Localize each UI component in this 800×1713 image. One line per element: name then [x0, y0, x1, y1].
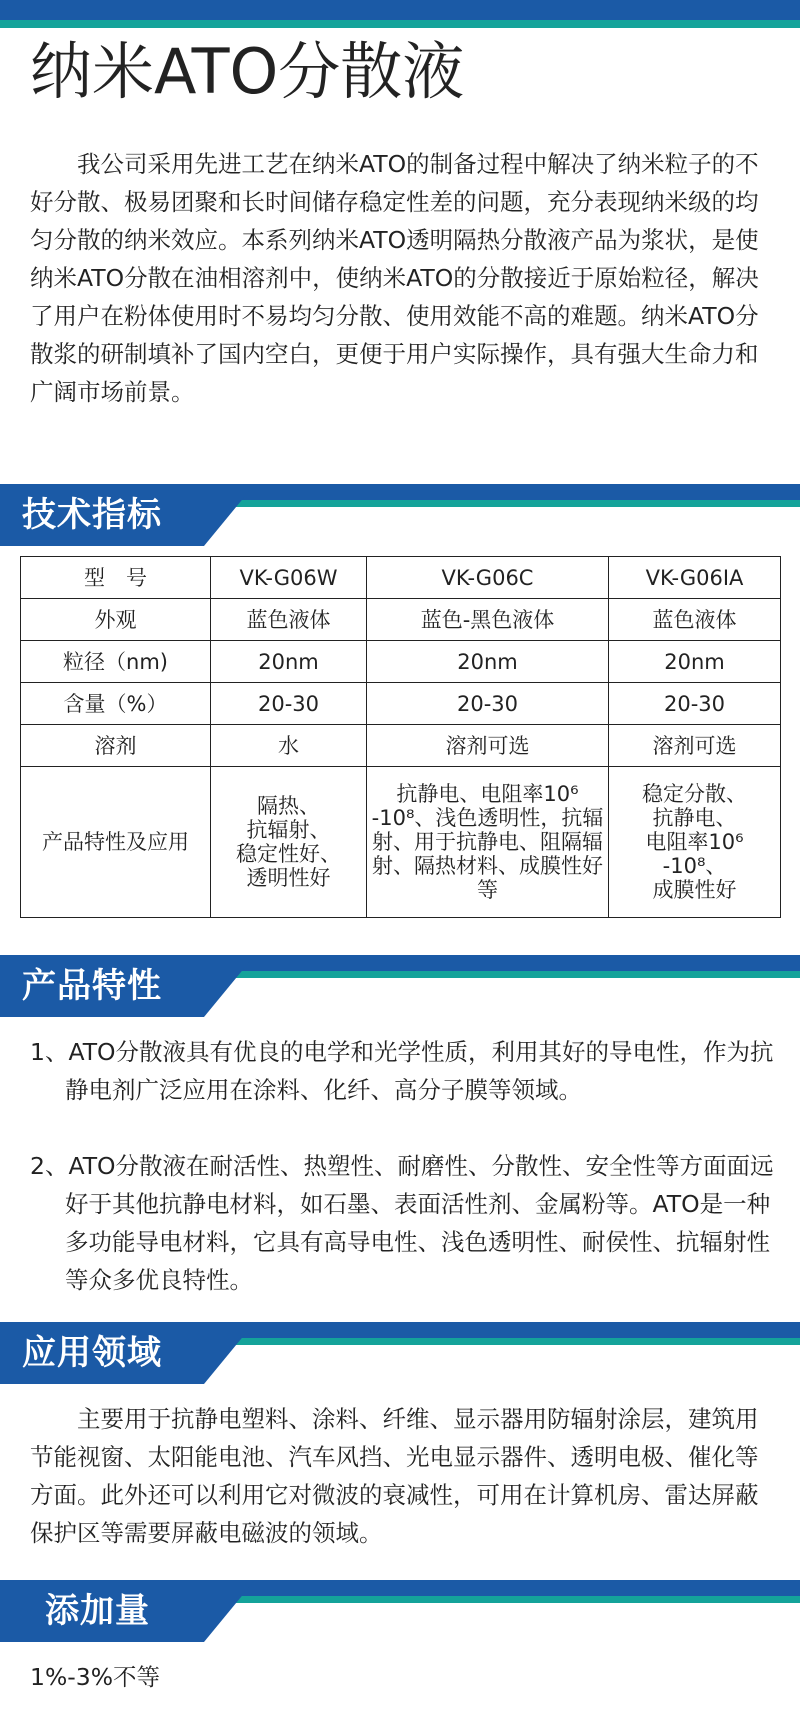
top-banner-teal-stripe [0, 20, 800, 28]
section-header-features [0, 955, 800, 1017]
spec-header-cell: VK-G06C [367, 557, 609, 599]
spec-row-content [21, 683, 781, 725]
spec-cell: 水 [211, 725, 367, 767]
spec-cell: 20-30 [609, 683, 781, 725]
feature-item: 1、ATO分散液具有优良的电学和光学性质，利用其好的导电性，作为抗静电剂广泛应用在涂料、化纤、高分子膜等领域。 [30, 1038, 774, 1104]
spec-cell-multiline: 稳定分散、 抗静电、 电阻率10⁶ -10⁸、 成膜性好 [609, 767, 781, 918]
spec-cell: 溶剂可选 [367, 725, 609, 767]
spec-cell: 溶剂可选 [609, 725, 781, 767]
spec-cell: 20-30 [367, 683, 609, 725]
top-banner-blue-stripe [0, 0, 800, 20]
features-list [30, 1033, 790, 1337]
section-title-application: 应用领域 [22, 1333, 162, 1373]
spec-cell: 产品特性及应用 [21, 767, 211, 918]
spec-table [20, 556, 781, 918]
spec-cell: 外观 [21, 599, 211, 641]
spec-row-properties [21, 767, 781, 918]
spec-cell: 20nm [609, 641, 781, 683]
page-title: 纳米ATO分散液 [30, 35, 465, 108]
spec-cell: 粒径（nm) [21, 641, 211, 683]
spec-table-header-row [21, 557, 781, 599]
feature-item: 2、ATO分散液在耐活性、热塑性、耐磨性、分散性、安全性等方面面远好于其他抗静电材料，如石墨、表面活性剂、金属粉等。ATO是一种多功能导电材料，它具有高导电性、浅色透明性、耐侯性、抗辐射性等众多优良特性。 [30, 1152, 774, 1294]
section-title-dosage: 添加量 [45, 1591, 150, 1631]
spec-row-appearance [21, 599, 781, 641]
spec-cell: 含量（%） [21, 683, 211, 725]
intro-paragraph: 我公司采用先进工艺在纳米ATO的制备过程中解决了纳米粒子的不好分散、极易团聚和长时间储存稳定性差的问题，充分表现纳米级的均匀分散的纳米效应。本系列纳米ATO透明隔热分散液产品为浆状，是使纳米ATO分散在油相溶剂中，使纳米ATO的分散接近于原始粒径，解决了用户在粉体使用时不易均匀分散、使用效能不高的难题。纳米ATO分散浆的研制填补了国内空白，更便于用户实际操作，具有强大生命力和广阔市场前景。 [30, 150, 759, 406]
section-header-dosage [0, 1580, 800, 1642]
section-title-spec: 技术指标 [22, 495, 162, 535]
top-banner [0, 0, 800, 28]
spec-row-solvent [21, 725, 781, 767]
spec-header-cell: 型 号 [21, 557, 211, 599]
section-header-application [0, 1322, 800, 1384]
spec-cell: 蓝色-黑色液体 [367, 599, 609, 641]
spec-cell: 20-30 [211, 683, 367, 725]
spec-cell: 20nm [211, 641, 367, 683]
spec-cell: 蓝色液体 [609, 599, 781, 641]
application-paragraph: 主要用于抗静电塑料、涂料、纤维、显示器用防辐射涂层，建筑用节能视窗、太阳能电池、汽车风挡、光电显示器件、透明电极、催化等方面。此外还可以利用它对微波的衰减性，可用在计算机房、雷达屏蔽保护区等需要屏蔽电磁波的领域。 [30, 1405, 759, 1547]
spec-header-cell: VK-G06W [211, 557, 367, 599]
dosage-text: 1%-3%不等 [30, 1663, 161, 1691]
section-title-features: 产品特性 [22, 966, 162, 1006]
spec-cell: 蓝色液体 [211, 599, 367, 641]
spec-cell: 20nm [367, 641, 609, 683]
spec-header-cell: VK-G06IA [609, 557, 781, 599]
section-header-spec [0, 484, 800, 546]
spec-row-particle-size [21, 641, 781, 683]
spec-cell-multiline: 隔热、 抗辐射、 稳定性好、 透明性好 [211, 767, 367, 918]
spec-cell: 溶剂 [21, 725, 211, 767]
spec-cell-multiline: 抗静电、电阻率10⁶ -10⁸、浅色透明性，抗辐射、用于抗静电、阻隔辐射、隔热材料、成膜性好等 [367, 767, 609, 918]
